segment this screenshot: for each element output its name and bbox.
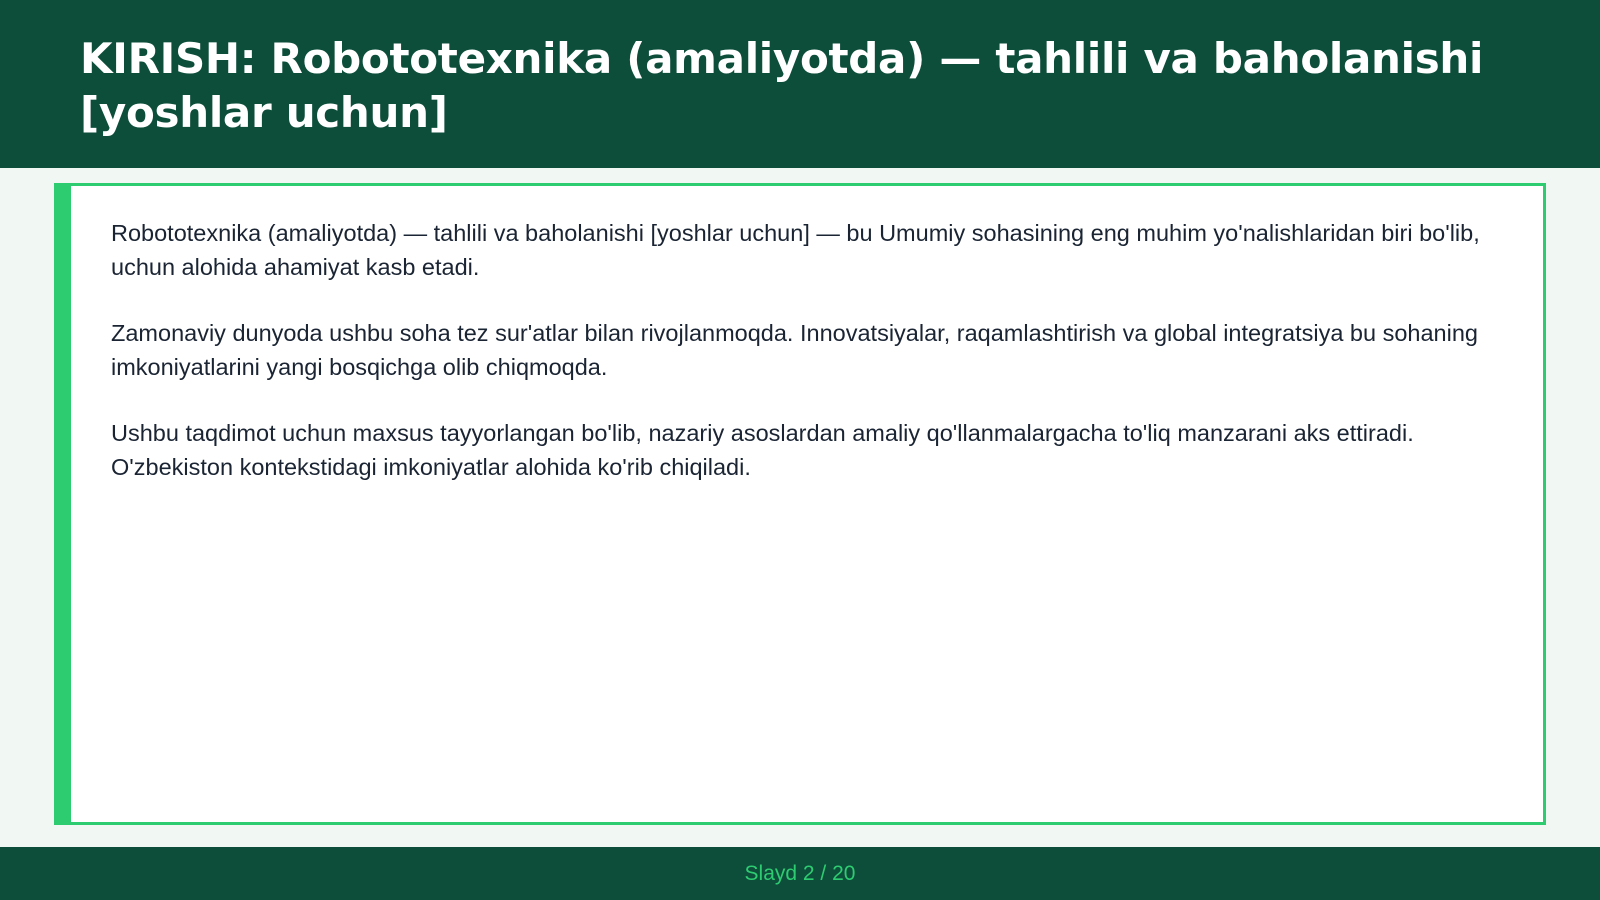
- slide-counter: Slayd 2 / 20: [744, 861, 856, 885]
- content-paragraph-2: Zamonaviy dunyoda ushbu soha tez sur'atlar bilan rivojlanmoqda. Innovatsiyalar, raqamlashtirish va global integratsiya bu sohaning imkoniyatlarini yangi bosqichga olib chiqmoqda.: [111, 320, 1478, 380]
- content-paragraph-3: Ushbu taqdimot uchun maxsus tayyorlangan bo'lib, nazariy asoslardan amaliy qo'llanmalargacha to'liq manzarani aks ettiradi. O'zbekiston kontekstidagi imkoniyatlar alohida ko'rib chiqiladi.: [111, 420, 1414, 480]
- content-paragraph-1: Robototexnika (amaliyotda) — tahlili va baholanishi [yoshlar uchun] — bu Umumiy sohasining eng muhim yo'nalishlaridan biri bo'lib, uchun alohida ahamiyat kasb etadi.: [111, 220, 1480, 280]
- slide-footer: [0, 847, 1600, 900]
- content-card: [54, 183, 1546, 825]
- slide-title: KIRISH: Robototexnika (amaliyotda) — tahlili va baholanishi [yoshlar uchun]: [80, 34, 1484, 137]
- slide-header: [0, 0, 1600, 168]
